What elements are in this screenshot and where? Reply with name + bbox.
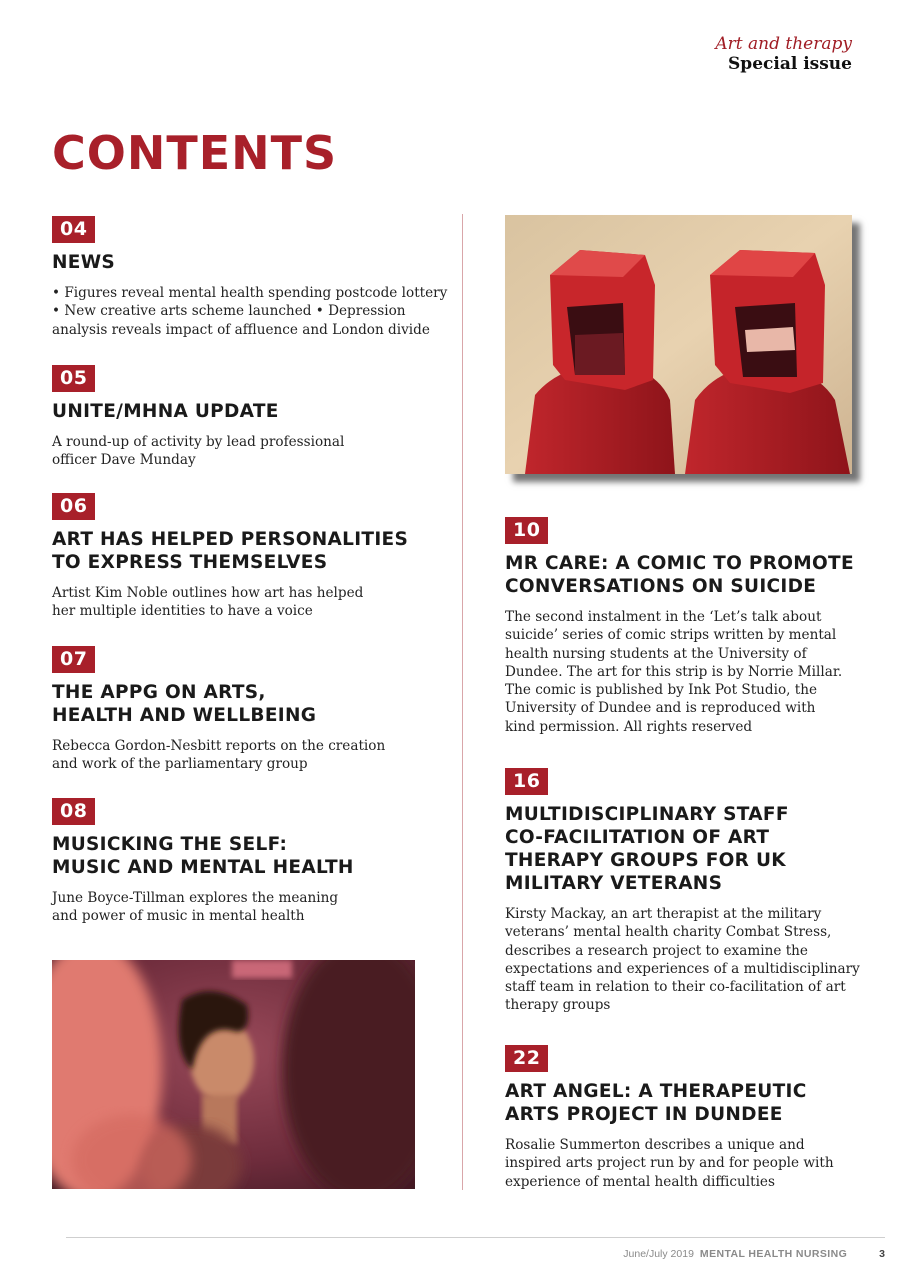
painting-illustration [505,215,852,474]
page-number-badge: 04 [52,216,95,243]
kicker-script: Art and therapy [715,34,852,54]
painting-hooded-figures-image [505,215,852,474]
entry-description: • Figures reveal mental health spending postcode lottery • New creative arts scheme launched • Depression analysis reveals impact of affluence and London divide [52,285,448,338]
entry-appg-arts[interactable] [52,646,385,774]
entry-art-angel[interactable] [505,1045,834,1191]
entry-title: ART HAS HELPED PERSONALITIES TO EXPRESS THEMSELVES [52,529,409,573]
page-number-badge: 08 [52,798,95,825]
page-footer [623,1248,885,1260]
singer-photo-image [52,960,415,1189]
kicker-special-issue: Special issue [728,54,852,74]
entry-title: MUSICKING THE SELF: MUSIC AND MENTAL HEALTH [52,834,354,878]
singer-photo [52,960,415,1189]
page-number-badge: 05 [52,365,95,392]
entry-title: NEWS [52,252,116,273]
entry-description: Rebecca Gordon-Nesbitt reports on the creation and work of the parliamentary group [52,738,386,773]
page-number-badge: 07 [52,646,95,673]
entry-musicking[interactable] [52,798,354,926]
entry-title: MULTIDISCIPLINARY STAFF CO-FACILITATION OF ART THERAPY GROUPS FOR UK MILITARY VETERANS [505,804,789,894]
entry-art-personalities[interactable] [52,493,408,621]
column-divider [462,214,463,1190]
page-title: CONTENTS [52,126,338,180]
entry-description: Rosalie Summerton describes a unique and inspired arts project run by and for people with experience of mental health difficulties [505,1137,834,1190]
entry-news[interactable] [52,216,447,339]
footer-rule [66,1237,885,1238]
entry-multidisciplinary-staff[interactable] [505,768,860,1015]
page-number-badge: 22 [505,1045,548,1072]
entry-description: Artist Kim Noble outlines how art has helped her multiple identities to have a voice [52,585,364,620]
entry-mr-care-comic[interactable] [505,517,854,736]
entry-description: June Boyce-Tillman explores the meaning and power of music in mental health [52,890,339,925]
entry-description: The second instalment in the ‘Let’s talk about suicide’ series of comic strips written by mental health nursing students at the University of Dundee. The art for this strip is by Norrie Millar. The comic is published by Ink Pot Studio, the University of Dundee and is reproduced with kind permission. All rights reserved [505,609,843,735]
entry-description: Kirsty Mackay, an art therapist at the military veterans’ mental health charity Combat Stress, describes a research project to examine the expectations and experiences of a multidisciplinary staff team in relation to their co-facilitation of art therapy groups [505,906,860,1014]
page-number-badge: 06 [52,493,95,520]
page-number-badge: 10 [505,517,548,544]
entry-title: ART ANGEL: A THERAPEUTIC ARTS PROJECT IN DUNDEE [505,1081,807,1125]
entry-unite-update[interactable] [52,365,344,470]
entry-title: MR CARE: A COMIC TO PROMOTE CONVERSATIONS ON SUICIDE [505,553,854,597]
entry-description: A round-up of activity by lead professional officer Dave Munday [52,434,345,469]
page-number-badge: 16 [505,768,548,795]
footer-issue-date: June/July 2019 [623,1248,694,1260]
footer-magazine-name: MENTAL HEALTH NURSING [699,1248,848,1260]
special-issue-kicker [715,34,852,74]
entry-title: THE APPG ON ARTS, HEALTH AND WELLBEING [52,682,317,726]
entry-title: UNITE/MHNA UPDATE [52,401,279,422]
footer-page-number: 3 [879,1248,885,1260]
